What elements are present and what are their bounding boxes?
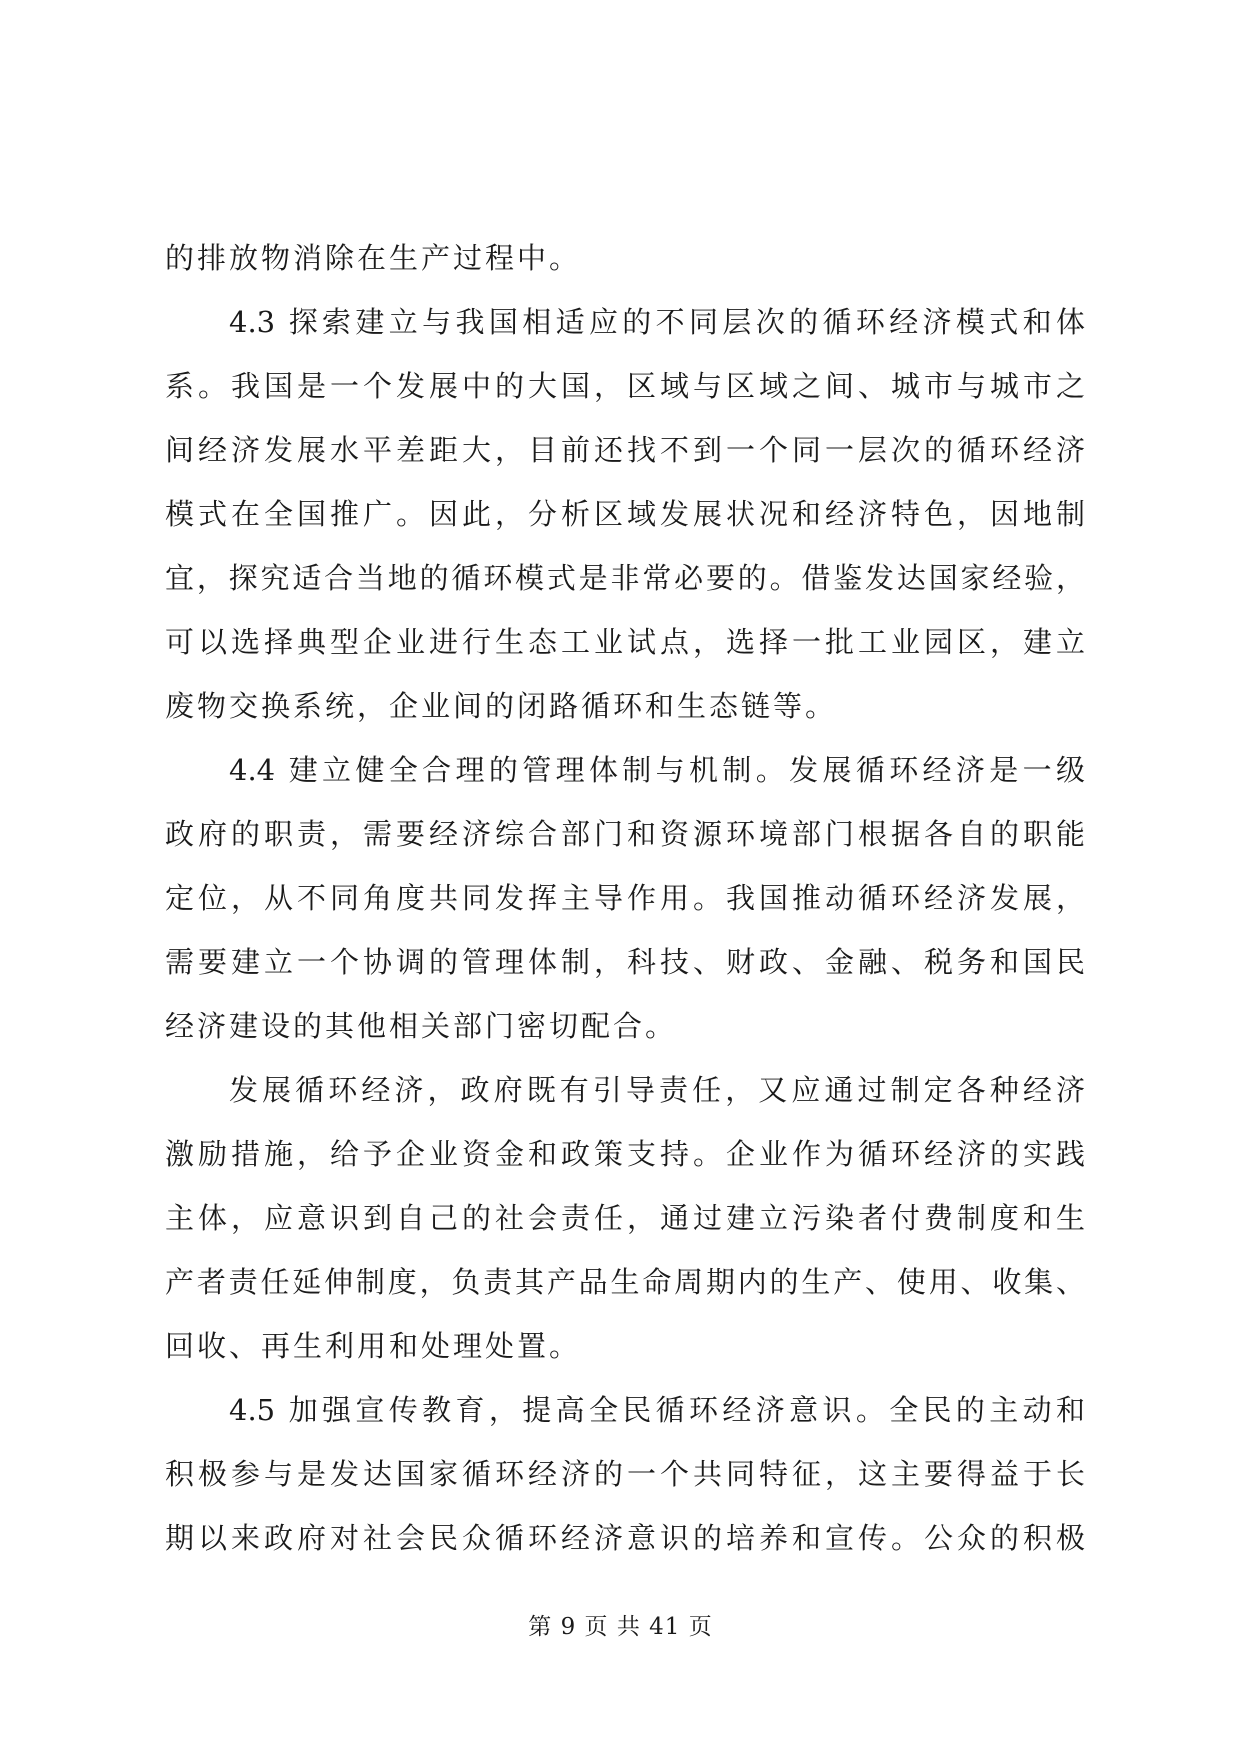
section-4-4-heading-line: 4.4 建立健全合理的管理体制与机制。发展循环经济是一级: [229, 753, 1085, 787]
section-4-5-heading-line: 4.5 加强宣传教育，提高全民循环经济意识。全民的主动和: [229, 1393, 1085, 1427]
text-line: 定位，从不同角度共同发挥主导作用。我国推动循环经济发展，: [165, 881, 1085, 915]
text-line: 需要建立一个协调的管理体制，科技、财政、金融、税务和国民: [165, 945, 1085, 979]
paragraph-first-line: 发展循环经济，政府既有引导责任，又应通过制定各种经济: [229, 1073, 1085, 1107]
text-line: 主体，应意识到自己的社会责任，通过建立污染者付费制度和生: [165, 1201, 1085, 1235]
text-line: 激励措施，给予企业资金和政策支持。企业作为循环经济的实践: [165, 1137, 1085, 1171]
text-line: 政府的职责，需要经济综合部门和资源环境部门根据各自的职能: [165, 817, 1085, 851]
text-line: 系。我国是一个发展中的大国，区域与区域之间、城市与城市之: [165, 369, 1085, 403]
text-line: 模式在全国推广。因此，分析区域发展状况和经济特色，因地制: [165, 497, 1085, 531]
text-line: 的排放物消除在生产过程中。: [165, 241, 582, 275]
text-line: 宜，探究适合当地的循环模式是非常必要的。借鉴发达国家经验，: [165, 561, 1085, 595]
text-line: 经济建设的其他相关部门密切配合。: [165, 1009, 678, 1043]
text-line: 可以选择典型企业进行生态工业试点，选择一批工业园区，建立: [165, 625, 1085, 659]
document-body: [165, 226, 1085, 1570]
text-line: 废物交换系统，企业间的闭路循环和生态链等。: [165, 689, 838, 723]
text-line: 期以来政府对社会民众循环经济意识的培养和宣传。公众的积极: [165, 1521, 1085, 1555]
section-4-3-heading-line: 4.3 探索建立与我国相适应的不同层次的循环经济模式和体: [229, 305, 1085, 339]
text-line: 间经济发展水平差距大，目前还找不到一个同一层次的循环经济: [165, 433, 1085, 467]
text-line: 回收、再生利用和处理处置。: [165, 1329, 582, 1363]
text-line: 产者责任延伸制度，负责其产品生命周期内的生产、使用、收集、: [165, 1265, 1085, 1299]
page-number-footer: 第 9 页 共 41 页: [528, 1614, 713, 1640]
text-line: 积极参与是发达国家循环经济的一个共同特征，这主要得益于长: [165, 1457, 1085, 1491]
